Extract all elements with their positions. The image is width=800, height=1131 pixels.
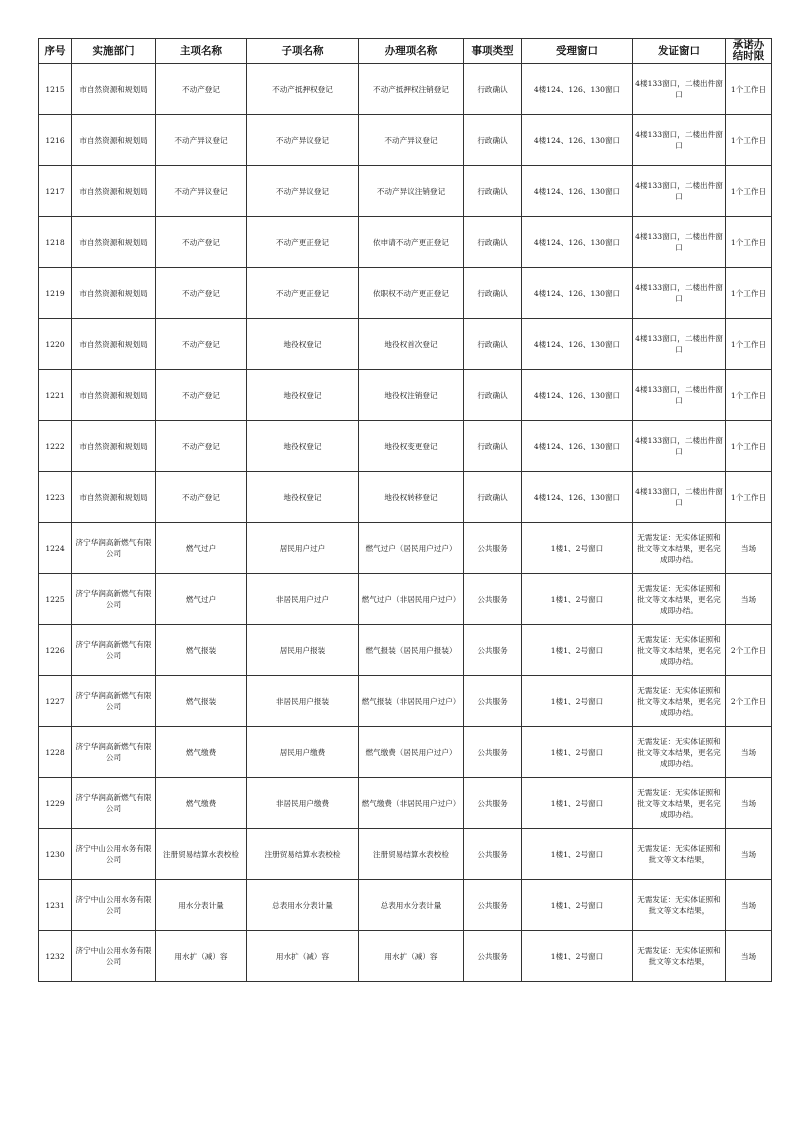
cell-handling-item: 燃气报装（居民用户报装） — [359, 625, 464, 676]
cell-issue-window: 4楼133窗口，二楼出件窗口 — [633, 64, 726, 115]
cell-time-limit: 当场 — [726, 727, 772, 778]
cell-main-item: 不动产异议登记 — [156, 166, 247, 217]
cell-index: 1227 — [39, 676, 72, 727]
cell-time-limit: 当场 — [726, 880, 772, 931]
cell-handling-item: 地役权注销登记 — [359, 370, 464, 421]
cell-sub-item: 地役权登记 — [247, 370, 359, 421]
cell-issue-window: 4楼133窗口，二楼出件窗口 — [633, 166, 726, 217]
cell-department: 市自然资源和规划局 — [72, 472, 156, 523]
cell-issue-window: 无需发证：无实体证照和批文等文本结果，更名完成即办结。 — [633, 727, 726, 778]
cell-main-item: 不动产登记 — [156, 421, 247, 472]
cell-item-type: 行政确认 — [464, 268, 522, 319]
cell-issue-window: 4楼133窗口，二楼出件窗口 — [633, 472, 726, 523]
cell-item-type: 行政确认 — [464, 115, 522, 166]
table-row — [39, 166, 772, 217]
service-items-table — [38, 38, 772, 982]
cell-sub-item: 不动产更正登记 — [247, 268, 359, 319]
cell-time-limit: 当场 — [726, 778, 772, 829]
table-row — [39, 931, 772, 982]
cell-main-item: 燃气报装 — [156, 676, 247, 727]
cell-accept-window: 1楼1、2号窗口 — [522, 829, 633, 880]
cell-handling-item: 不动产异议登记 — [359, 115, 464, 166]
header-department: 实施部门 — [72, 39, 156, 64]
cell-accept-window: 4楼124、126、130窗口 — [522, 421, 633, 472]
cell-department: 市自然资源和规划局 — [72, 217, 156, 268]
cell-sub-item: 总表用水分表计量 — [247, 880, 359, 931]
cell-accept-window: 1楼1、2号窗口 — [522, 676, 633, 727]
cell-index: 1218 — [39, 217, 72, 268]
cell-main-item: 不动产异议登记 — [156, 115, 247, 166]
cell-sub-item: 不动产抵押权登记 — [247, 64, 359, 115]
header-issue-window: 发证窗口 — [633, 39, 726, 64]
cell-issue-window: 无需发证：无实体证照和批文等文本结果，更名完成即办结。 — [633, 574, 726, 625]
cell-main-item: 不动产登记 — [156, 319, 247, 370]
cell-sub-item: 地役权登记 — [247, 472, 359, 523]
cell-item-type: 行政确认 — [464, 64, 522, 115]
cell-handling-item: 不动产抵押权注销登记 — [359, 64, 464, 115]
header-sub-item: 子项名称 — [247, 39, 359, 64]
cell-handling-item: 地役权转移登记 — [359, 472, 464, 523]
table-row — [39, 829, 772, 880]
header-accept-window: 受理窗口 — [522, 39, 633, 64]
cell-handling-item: 地役权首次登记 — [359, 319, 464, 370]
cell-sub-item: 不动产异议登记 — [247, 166, 359, 217]
cell-sub-item: 用水扩（减）容 — [247, 931, 359, 982]
cell-handling-item: 用水扩（减）容 — [359, 931, 464, 982]
table-row — [39, 268, 772, 319]
cell-department: 济宁华润高新燃气有限公司 — [72, 523, 156, 574]
cell-sub-item: 注册贸易结算水表校检 — [247, 829, 359, 880]
cell-issue-window: 4楼133窗口，二楼出件窗口 — [633, 370, 726, 421]
cell-accept-window: 4楼124、126、130窗口 — [522, 370, 633, 421]
cell-index: 1226 — [39, 625, 72, 676]
cell-department: 市自然资源和规划局 — [72, 370, 156, 421]
table-row — [39, 574, 772, 625]
cell-department: 济宁中山公用水务有限公司 — [72, 829, 156, 880]
cell-department: 济宁华润高新燃气有限公司 — [72, 676, 156, 727]
table-row — [39, 370, 772, 421]
cell-time-limit: 1个工作日 — [726, 166, 772, 217]
cell-index: 1220 — [39, 319, 72, 370]
cell-item-type: 行政确认 — [464, 370, 522, 421]
cell-handling-item: 燃气缴费（居民用户过户） — [359, 727, 464, 778]
cell-main-item: 用水扩（减）容 — [156, 931, 247, 982]
cell-sub-item: 居民用户过户 — [247, 523, 359, 574]
table-row — [39, 523, 772, 574]
table-row — [39, 625, 772, 676]
cell-accept-window: 1楼1、2号窗口 — [522, 574, 633, 625]
cell-sub-item: 非居民用户报装 — [247, 676, 359, 727]
cell-issue-window: 无需发证：无实体证照和批文等文本结果， — [633, 931, 726, 982]
cell-sub-item: 地役权登记 — [247, 421, 359, 472]
table-row — [39, 421, 772, 472]
cell-main-item: 注册贸易结算水表校检 — [156, 829, 247, 880]
cell-item-type: 公共服务 — [464, 676, 522, 727]
cell-item-type: 行政确认 — [464, 217, 522, 268]
cell-handling-item: 依申请不动产更正登记 — [359, 217, 464, 268]
table-row — [39, 778, 772, 829]
cell-department: 济宁华润高新燃气有限公司 — [72, 574, 156, 625]
cell-accept-window: 1楼1、2号窗口 — [522, 625, 633, 676]
cell-handling-item: 燃气过户（非居民用户过户） — [359, 574, 464, 625]
cell-accept-window: 1楼1、2号窗口 — [522, 523, 633, 574]
cell-issue-window: 无需发证：无实体证照和批文等文本结果， — [633, 829, 726, 880]
table-row — [39, 319, 772, 370]
cell-index: 1223 — [39, 472, 72, 523]
header-time-limit: 承诺办结时限 — [726, 39, 772, 64]
cell-department: 济宁中山公用水务有限公司 — [72, 931, 156, 982]
header-item-type: 事项类型 — [464, 39, 522, 64]
cell-main-item: 不动产登记 — [156, 472, 247, 523]
cell-main-item: 燃气过户 — [156, 574, 247, 625]
cell-issue-window: 4楼133窗口，二楼出件窗口 — [633, 115, 726, 166]
cell-main-item: 不动产登记 — [156, 217, 247, 268]
cell-main-item: 燃气缴费 — [156, 778, 247, 829]
cell-item-type: 公共服务 — [464, 829, 522, 880]
cell-item-type: 公共服务 — [464, 727, 522, 778]
cell-issue-window: 4楼133窗口，二楼出件窗口 — [633, 421, 726, 472]
cell-handling-item: 依职权不动产更正登记 — [359, 268, 464, 319]
cell-issue-window: 无需发证：无实体证照和批文等文本结果，更名完成即办结。 — [633, 778, 726, 829]
cell-department: 市自然资源和规划局 — [72, 319, 156, 370]
cell-time-limit: 当场 — [726, 931, 772, 982]
cell-department: 济宁华润高新燃气有限公司 — [72, 727, 156, 778]
cell-item-type: 公共服务 — [464, 931, 522, 982]
cell-time-limit: 2个工作日 — [726, 625, 772, 676]
cell-index: 1232 — [39, 931, 72, 982]
cell-index: 1230 — [39, 829, 72, 880]
table-row — [39, 115, 772, 166]
cell-department: 市自然资源和规划局 — [72, 268, 156, 319]
table-row — [39, 676, 772, 727]
cell-sub-item: 非居民用户缴费 — [247, 778, 359, 829]
header-index: 序号 — [39, 39, 72, 64]
cell-item-type: 公共服务 — [464, 880, 522, 931]
cell-time-limit: 1个工作日 — [726, 421, 772, 472]
cell-time-limit: 1个工作日 — [726, 370, 772, 421]
cell-issue-window: 4楼133窗口，二楼出件窗口 — [633, 268, 726, 319]
cell-issue-window: 无需发证：无实体证照和批文等文本结果，更名完成即办结。 — [633, 523, 726, 574]
cell-time-limit: 1个工作日 — [726, 319, 772, 370]
cell-sub-item: 不动产更正登记 — [247, 217, 359, 268]
table-row — [39, 217, 772, 268]
cell-item-type: 公共服务 — [464, 778, 522, 829]
cell-index: 1219 — [39, 268, 72, 319]
cell-issue-window: 无需发证：无实体证照和批文等文本结果，更名完成即办结。 — [633, 625, 726, 676]
cell-accept-window: 1楼1、2号窗口 — [522, 931, 633, 982]
cell-handling-item: 注册贸易结算水表校检 — [359, 829, 464, 880]
cell-handling-item: 地役权变更登记 — [359, 421, 464, 472]
cell-index: 1222 — [39, 421, 72, 472]
cell-index: 1231 — [39, 880, 72, 931]
cell-time-limit: 当场 — [726, 829, 772, 880]
cell-handling-item: 燃气缴费（非居民用户过户） — [359, 778, 464, 829]
header-main-item: 主项名称 — [156, 39, 247, 64]
cell-item-type: 行政确认 — [464, 319, 522, 370]
cell-index: 1228 — [39, 727, 72, 778]
cell-accept-window: 4楼124、126、130窗口 — [522, 217, 633, 268]
cell-sub-item: 居民用户报装 — [247, 625, 359, 676]
cell-issue-window: 无需发证：无实体证照和批文等文本结果， — [633, 880, 726, 931]
cell-index: 1224 — [39, 523, 72, 574]
cell-sub-item: 不动产异议登记 — [247, 115, 359, 166]
cell-time-limit: 1个工作日 — [726, 217, 772, 268]
cell-time-limit: 1个工作日 — [726, 64, 772, 115]
cell-handling-item: 燃气过户（居民用户过户） — [359, 523, 464, 574]
cell-index: 1217 — [39, 166, 72, 217]
cell-accept-window: 4楼124、126、130窗口 — [522, 268, 633, 319]
cell-main-item: 不动产登记 — [156, 268, 247, 319]
cell-main-item: 燃气报装 — [156, 625, 247, 676]
cell-index: 1221 — [39, 370, 72, 421]
header-handling-item: 办理项名称 — [359, 39, 464, 64]
cell-item-type: 行政确认 — [464, 421, 522, 472]
cell-issue-window: 无需发证：无实体证照和批文等文本结果，更名完成即办结。 — [633, 676, 726, 727]
cell-item-type: 公共服务 — [464, 523, 522, 574]
cell-department: 市自然资源和规划局 — [72, 166, 156, 217]
cell-department: 市自然资源和规划局 — [72, 115, 156, 166]
table-row — [39, 727, 772, 778]
cell-sub-item: 地役权登记 — [247, 319, 359, 370]
cell-index: 1229 — [39, 778, 72, 829]
cell-department: 市自然资源和规划局 — [72, 421, 156, 472]
table-header-row — [39, 39, 772, 64]
cell-accept-window: 1楼1、2号窗口 — [522, 778, 633, 829]
cell-time-limit: 1个工作日 — [726, 472, 772, 523]
cell-main-item: 不动产登记 — [156, 64, 247, 115]
cell-handling-item: 不动产异议注销登记 — [359, 166, 464, 217]
cell-department: 济宁华润高新燃气有限公司 — [72, 778, 156, 829]
cell-issue-window: 4楼133窗口，二楼出件窗口 — [633, 217, 726, 268]
cell-time-limit: 1个工作日 — [726, 115, 772, 166]
cell-main-item: 燃气缴费 — [156, 727, 247, 778]
cell-handling-item: 燃气报装（非居民用户过户） — [359, 676, 464, 727]
cell-time-limit: 当场 — [726, 574, 772, 625]
cell-accept-window: 1楼1、2号窗口 — [522, 727, 633, 778]
cell-accept-window: 4楼124、126、130窗口 — [522, 472, 633, 523]
cell-item-type: 公共服务 — [464, 625, 522, 676]
cell-time-limit: 当场 — [726, 523, 772, 574]
cell-item-type: 行政确认 — [464, 166, 522, 217]
cell-sub-item: 非居民用户过户 — [247, 574, 359, 625]
cell-accept-window: 4楼124、126、130窗口 — [522, 166, 633, 217]
cell-accept-window: 4楼124、126、130窗口 — [522, 319, 633, 370]
table-row — [39, 64, 772, 115]
cell-index: 1216 — [39, 115, 72, 166]
cell-handling-item: 总表用水分表计量 — [359, 880, 464, 931]
cell-accept-window: 1楼1、2号窗口 — [522, 880, 633, 931]
cell-index: 1225 — [39, 574, 72, 625]
cell-item-type: 行政确认 — [464, 472, 522, 523]
cell-time-limit: 2个工作日 — [726, 676, 772, 727]
cell-item-type: 公共服务 — [464, 574, 522, 625]
cell-issue-window: 4楼133窗口，二楼出件窗口 — [633, 319, 726, 370]
cell-sub-item: 居民用户缴费 — [247, 727, 359, 778]
cell-department: 市自然资源和规划局 — [72, 64, 156, 115]
cell-department: 济宁中山公用水务有限公司 — [72, 880, 156, 931]
cell-accept-window: 4楼124、126、130窗口 — [522, 115, 633, 166]
table-row — [39, 880, 772, 931]
cell-index: 1215 — [39, 64, 72, 115]
cell-time-limit: 1个工作日 — [726, 268, 772, 319]
table-row — [39, 472, 772, 523]
cell-main-item: 用水分表计量 — [156, 880, 247, 931]
cell-department: 济宁华润高新燃气有限公司 — [72, 625, 156, 676]
cell-accept-window: 4楼124、126、130窗口 — [522, 64, 633, 115]
cell-main-item: 燃气过户 — [156, 523, 247, 574]
cell-main-item: 不动产登记 — [156, 370, 247, 421]
